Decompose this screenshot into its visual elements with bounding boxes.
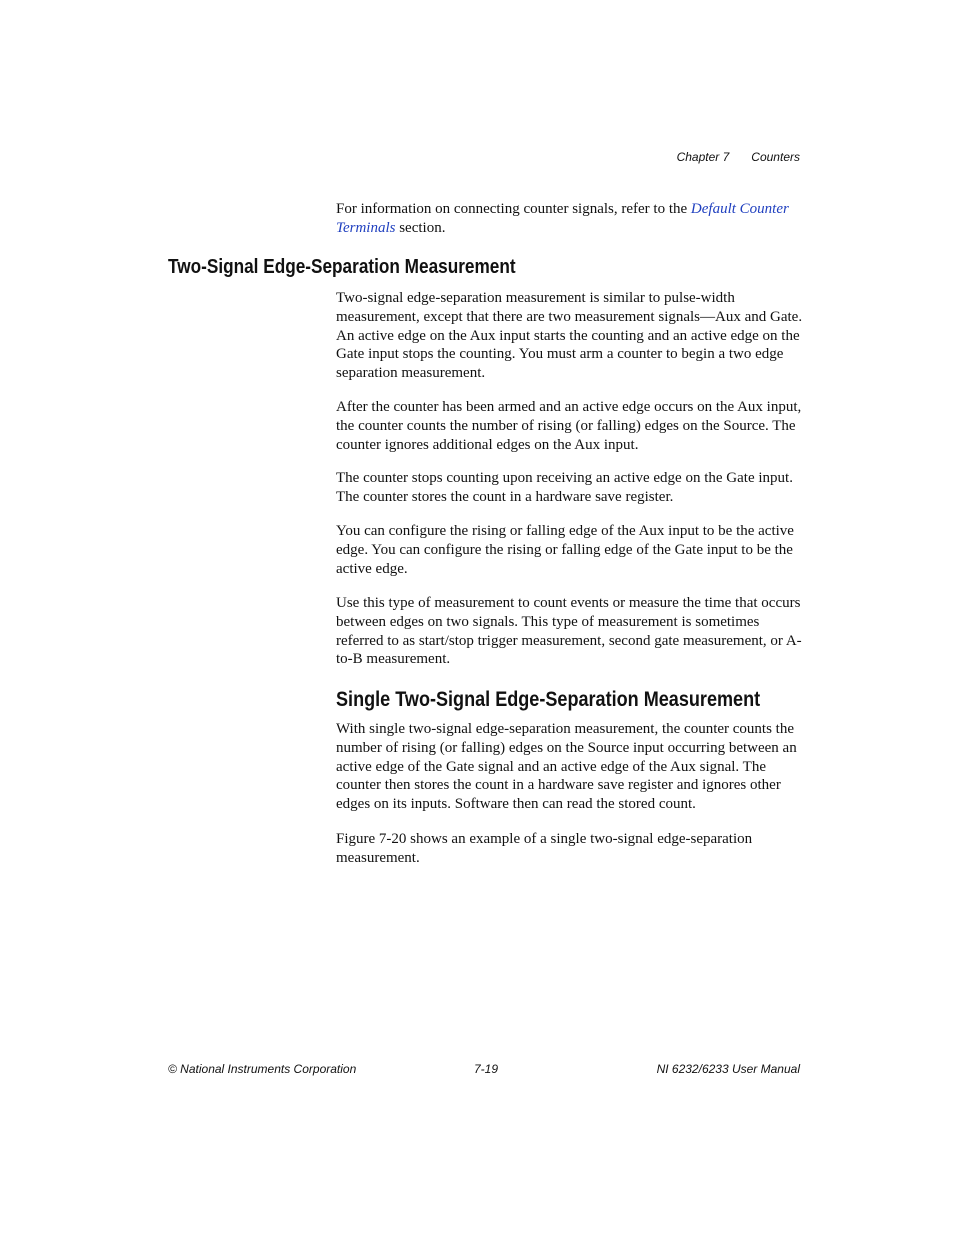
section-label: Counters bbox=[751, 150, 800, 164]
intro-text-after: section. bbox=[395, 219, 446, 236]
footer-manual-title: NI 6232/6233 User Manual bbox=[656, 1062, 800, 1076]
intro-paragraph bbox=[336, 200, 806, 238]
intro-text-before: For information on connecting counter signals, refer to the bbox=[336, 201, 691, 217]
section1-paragraph-3: The counter stops counting upon receiving an active edge on the Gate input. The counter stores the count in a hardware save register. bbox=[336, 470, 793, 505]
section2-paragraph-2: Figure 7-20 shows an example of a single two-signal edge-separation measurement. bbox=[336, 831, 753, 866]
default-counter-terminals-link[interactable]: Default Counter Terminals bbox=[336, 201, 789, 236]
section1-paragraph-4: You can configure the rising or falling edge of the Aux input to be the active edge. You can configure the rising or falling edge of the Gate input to be the active edge. bbox=[336, 523, 794, 577]
footer-copyright: © National Instruments Corporation bbox=[168, 1062, 357, 1076]
footer-page-number: 7-19 bbox=[474, 1062, 499, 1076]
chapter-label: Chapter 7 bbox=[676, 150, 730, 164]
section1-paragraph-5: Use this type of measurement to count events or measure the time that occurs between edges on two signals. This type of measurement is sometimes referred to as start/stop trigger measurement, second gate measurement, or A-to-B measurement. bbox=[336, 595, 802, 668]
section1-paragraph-1: Two-signal edge-separation measurement is similar to pulse-width measurement, except that there are two measurement signals—Aux and Gate. An active edge on the Aux input starts the counting and an active edge on the Gate input stops the counting. You must arm a counter to begin a two edge separation measurement. bbox=[336, 290, 803, 382]
running-header bbox=[677, 150, 800, 164]
section2-paragraph-1: With single two-signal edge-separation measurement, the counter counts the number of rising (or falling) edges on the Source input occurring between an active edge of the Gate signal and an active edge of the Aux signal. The counter then stores the count in a hardware save register and ignores other edges on its inputs. Software then can read the stored count. bbox=[336, 721, 797, 813]
section-heading-two-signal: Two-Signal Edge-Separation Measurement bbox=[168, 256, 516, 278]
section-heading-single-two-signal: Single Two-Signal Edge-Separation Measurement bbox=[336, 688, 761, 711]
section1-paragraph-2: After the counter has been armed and an active edge occurs on the Aux input, the counter counts the number of rising (or falling) edges on the Source. The counter ignores additional edges on the Aux input. bbox=[336, 399, 802, 453]
